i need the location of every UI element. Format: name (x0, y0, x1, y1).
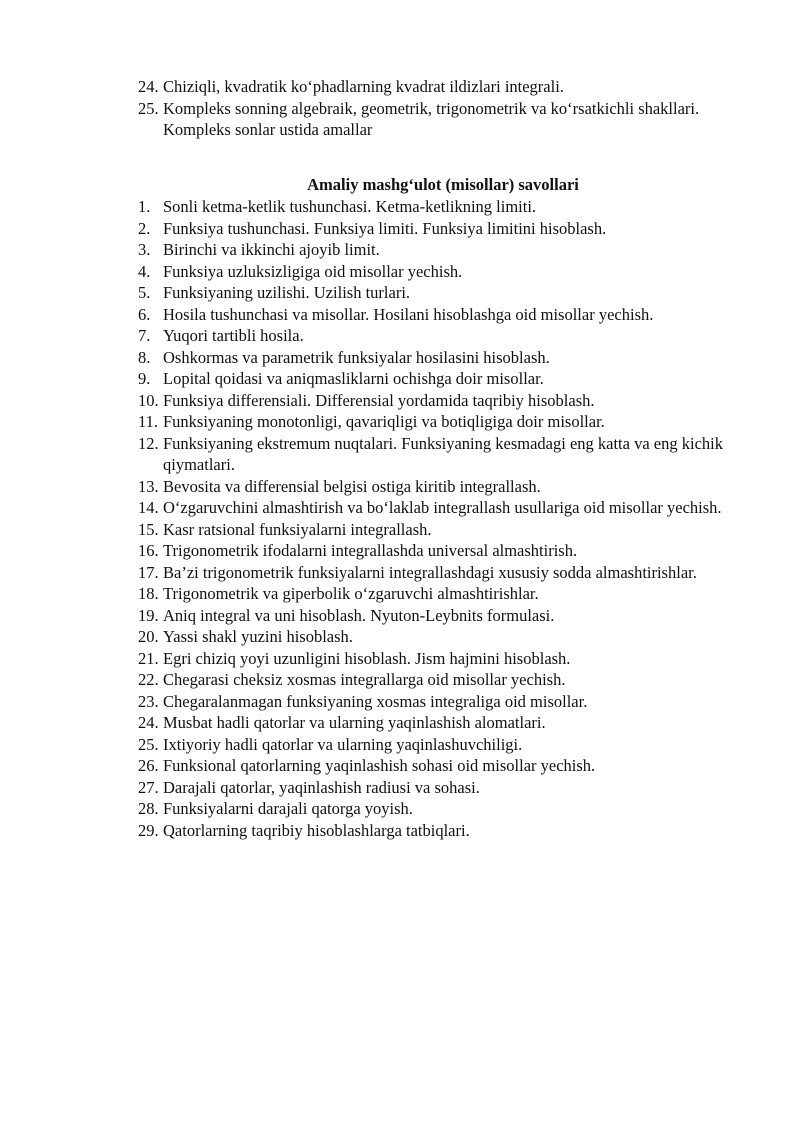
item-number: 25. (138, 98, 159, 118)
item-text: Sonli ketma-ketlik tushunchasi. Ketma-ketlikning limiti. (163, 197, 537, 216)
item-number: 24. (138, 713, 159, 732)
list-item (138, 239, 748, 261)
list-item (138, 497, 748, 519)
item-number: 18. (138, 584, 159, 603)
item-number: 5. (138, 283, 151, 302)
item-text: Trigonometrik va giperbolik o‘zgaruvchi almashtirishlar. (163, 584, 539, 603)
item-number: 13. (138, 476, 159, 496)
item-number: 1. (138, 197, 151, 216)
list-item (138, 691, 748, 713)
list-item (138, 583, 748, 605)
item-text: Birinchi va ikkinchi ajoyib limit. (163, 240, 380, 259)
list-item (138, 76, 748, 98)
item-text: Darajali qatorlar, yaqinlashish radiusi va sohasi. (163, 777, 480, 797)
list-item (138, 540, 748, 562)
list-item (138, 411, 748, 433)
item-text: Hosila tushunchasi va misollar. Hosilani hisoblashga oid misollar yechish. (163, 304, 654, 324)
item-number: 25. (138, 734, 159, 754)
item-text: Oshkormas va parametrik funksiyalar hosilasini hisoblash. (163, 347, 550, 367)
item-number: 14. (138, 498, 159, 517)
item-text: Ba’zi trigonometrik funksiyalarni integrallashdagi xususiy sodda almashtirishlar. (163, 562, 697, 582)
item-text: Kompleks sonning algebraik, geometrik, trigonometrik va ko‘rsatkichli shakllari. Kompleks sonlar ustida amallar (163, 98, 700, 139)
item-number: 20. (138, 627, 159, 646)
list-item (138, 390, 748, 412)
item-text: Funksiyaning uzilishi. Uzilish turlari. (163, 283, 411, 302)
list-item (138, 368, 748, 390)
item-text: Funksiyaning ekstremum nuqtalari. Funksiyaning kesmadagi eng katta va eng kichik qiymatlari. (163, 433, 723, 474)
list-item (138, 433, 748, 476)
item-text: Ixtiyoriy hadli qatorlar va ularning yaqinlashuvchiligi. (163, 734, 523, 754)
item-text: Trigonometrik ifodalarni integrallashda universal almashtirish. (163, 541, 578, 560)
item-number: 11. (138, 412, 159, 431)
item-number: 19. (138, 605, 159, 625)
item-number: 27. (138, 777, 159, 797)
list-item (138, 282, 748, 304)
item-text: Musbat hadli qatorlar va ularning yaqinlashish alomatlari. (163, 713, 546, 732)
item-number: 28. (138, 799, 159, 818)
list-item (138, 626, 748, 648)
item-text: Kasr ratsional funksiyalarni integrallash. (163, 519, 432, 539)
item-number: 24. (138, 77, 159, 96)
item-number: 29. (138, 820, 159, 840)
list-item (138, 669, 748, 691)
item-text: Qatorlarning taqribiy hisoblashlarga tatbiqlari. (163, 820, 470, 840)
list-item (138, 325, 748, 347)
item-text: Funksiya tushunchasi. Funksiya limiti. Funksiya limitini hisoblash. (163, 218, 607, 238)
list-item (138, 798, 748, 820)
list-item (138, 648, 748, 670)
item-number: 22. (138, 670, 159, 689)
item-number: 9. (138, 369, 151, 388)
list-item (138, 562, 748, 584)
list-item (138, 304, 748, 326)
item-text: Funksiya differensiali. Differensial yordamida taqribiy hisoblash. (163, 390, 595, 410)
list-item (138, 196, 748, 218)
list-item (138, 734, 748, 756)
item-number: 26. (138, 756, 159, 775)
item-number: 21. (138, 648, 159, 668)
list-item (138, 755, 748, 777)
item-text: Chegaralanmagan funksiyaning xosmas integraliga oid misollar. (163, 691, 588, 711)
item-text: Funksiyalarni darajali qatorga yoyish. (163, 799, 413, 818)
list-item (138, 347, 748, 369)
item-text: Chiziqli, kvadratik ko‘phadlarning kvadrat ildizlari integrali. (163, 77, 564, 96)
item-number: 12. (138, 433, 159, 453)
list-item (138, 605, 748, 627)
item-text: Funksional qatorlarning yaqinlashish sohasi oid misollar yechish. (163, 756, 596, 775)
list-item (138, 98, 748, 141)
item-text: Lopital qoidasi va aniqmasliklarni ochishga doir misollar. (163, 369, 544, 388)
item-text: Bevosita va differensial belgisi ostiga kiritib integrallash. (163, 476, 541, 496)
item-number: 10. (138, 390, 159, 410)
practical-questions-list (138, 196, 748, 841)
previous-topics-list (138, 76, 748, 141)
item-text: Yassi shakl yuzini hisoblash. (163, 627, 353, 646)
item-text: Funksiya uzluksizligiga oid misollar yechish. (163, 261, 463, 281)
item-number: 6. (138, 304, 151, 324)
list-item (138, 820, 748, 842)
item-number: 8. (138, 347, 151, 367)
list-item (138, 519, 748, 541)
item-number: 15. (138, 519, 159, 539)
list-item (138, 777, 748, 799)
list-item (138, 712, 748, 734)
item-number: 3. (138, 240, 151, 259)
list-item (138, 261, 748, 283)
item-number: 17. (138, 562, 159, 582)
item-text: Aniq integral va uni hisoblash. Nyuton-Leybnits formulasi. (163, 605, 555, 625)
item-number: 7. (138, 326, 151, 345)
list-item (138, 218, 748, 240)
list-item (138, 476, 748, 498)
item-number: 16. (138, 541, 159, 560)
section-heading: Amaliy mashg‘ulot (misollar) savollari (307, 175, 579, 194)
item-text: Yuqori tartibli hosila. (163, 326, 304, 345)
item-text: Egri chiziq yoyi uzunligini hisoblash. Jism hajmini hisoblash. (163, 648, 571, 668)
item-text: Funksiyaning monotonligi, qavariqligi va botiqligiga doir misollar. (163, 412, 605, 431)
item-number: 4. (138, 261, 151, 281)
item-number: 2. (138, 218, 151, 238)
item-number: 23. (138, 691, 159, 711)
item-text: O‘zgaruvchini almashtirish va bo‘laklab integrallash usullariga oid misollar yechish. (163, 498, 722, 517)
item-text: Chegarasi cheksiz xosmas integrallarga oid misollar yechish. (163, 670, 566, 689)
